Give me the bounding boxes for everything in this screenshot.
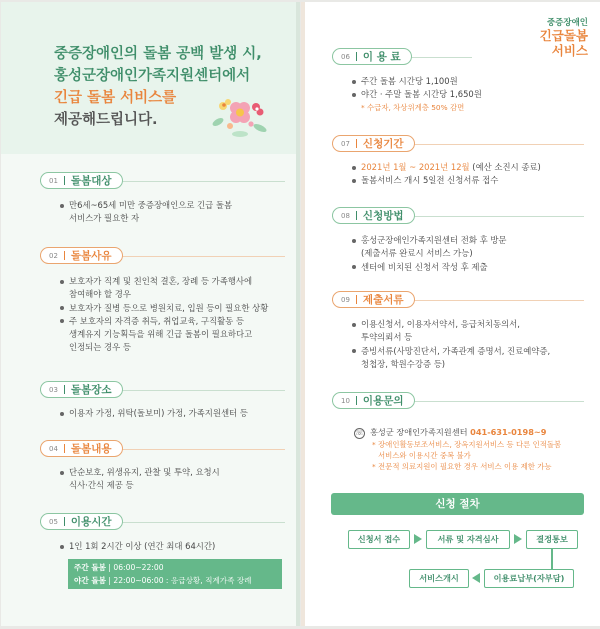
section-05-header: 05 이용시간 [40,513,123,530]
flower-illustration [210,92,270,140]
usage-time-box: 주간 돌봄 | 06:00~22:00 야간 돌봄 | 22:00~06:00 : 응급상황, 직계가족 장례 [68,559,282,589]
section-07-body: 2021년 1월 ~ 2021년 12월 (예산 소진시 종료) 돌봄서비스 개시 5일전 신청서류 접수 [352,161,541,188]
section-01-body: 만6세~65세 미만 중증장애인으로 긴급 돌봄 서비스가 필요한 자 [60,199,232,226]
arrow-left-icon [472,573,480,583]
step-fee-payment: 이용료납부(자부담) [484,569,574,588]
step-decision-notice: 결정통보 [526,530,578,549]
section-09-body: 이용신청서, 이용자서약서, 응급처치동의서, 투약의뢰서 등 증빙서류(사망진단서, 가족관계 증명서, 진료예약증, 청첩장, 학원수강증 등) [352,318,550,371]
section-04-body: 단순보호, 위생유지, 관찰 및 투약, 요청시 식사·간식 제공 등 [60,466,220,493]
section-06-body: 주간 돌봄 시간당 1,100원 야간 · 주말 돌봄 시간당 1,650원 * 수급자, 차상위계층 50% 감면 [352,75,482,113]
section-06-header: 06 이 용 료 [332,48,412,65]
section-01-header: 01 돌봄대상 [40,172,123,189]
section-05-body: 1인 1회 2시간 이상 (연간 최대 64시간) [60,540,215,553]
arrow-right-icon [414,534,422,544]
arrow-right-icon [514,534,522,544]
step-service-start: 서비스개시 [409,569,469,588]
section-08-body: 홍성군장애인가족지원센터 전화 후 방문 (제출서류 완료시 서비스 가능) 센터에 비치된 신청서 작성 후 제출 [352,234,507,274]
phone-icon: ☏ [355,429,364,437]
section-02-body: 보호자가 직계 및 친인척 결혼, 장례 등 가족행사에 참여해야 할 경우 보호자가 질병 등으로 병원치료, 입원 등이 필요한 상황 주 보호자의 자격증 취득, 취업교육, 구직활동 등 생계유지 기능획득을 위해 긴급 돌봄이 필요하다고 인정되는 경우 등 [60,275,268,355]
section-10-body: 홍성군 장애인가족지원센터 041-631-0198~9 * 장애인활동보조서비스, 장옥지원서비스 등 다른 인적돌봄 서비스와 이용시간 중복 불가 * 전문적 의료지원이 필요한 경우 서비스 이용 제한 가능 [370,427,562,472]
section-04-header: 04 돌봄내용 [40,440,123,457]
section-03-header: 03 돌봄장소 [40,381,123,398]
hero-heading: 중증장애인의 돌봄 공백 발생 시, 홍성군장애인가족지원센터에서 긴급 돌봄 서비스를 제공해드립니다. [54,46,262,128]
step-document-review: 서류 및 자격심사 [426,530,510,549]
section-03-body: 이용자 가정, 위탁(돌보미) 가정, 가족지원센터 등 [60,407,248,420]
section-02-header: 02 돌봄사유 [40,247,123,264]
section-07-header: 07 신청기간 [332,135,415,152]
section-08-header: 08 신청방법 [332,207,415,224]
corner-service-tag: 중증장애인 긴급돌봄 서비스 [539,18,588,58]
step-application-receipt: 신청서 접수 [348,530,410,549]
section-09-header: 09 제출서류 [332,291,415,308]
section-10-header: 10 이용문의 [332,392,415,409]
procedure-banner: 신청 절차 [331,493,584,515]
